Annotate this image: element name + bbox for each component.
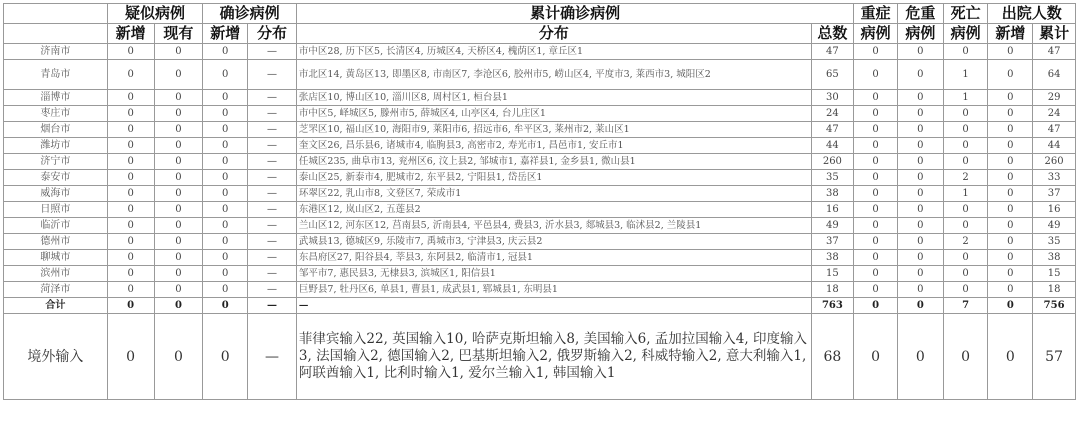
- severe-cases: 0: [854, 314, 898, 400]
- discharged-total: 49: [1033, 218, 1076, 234]
- discharged-new: 0: [988, 44, 1033, 60]
- death-cases: 0: [943, 250, 988, 266]
- corner-cell: [4, 4, 108, 24]
- confirmed-new: 0: [203, 218, 248, 234]
- cumulative-distribution: 市中区5, 峄城区5, 滕州市5, 薛城区4, 山亭区4, 台儿庄区1: [296, 106, 811, 122]
- header-severe: 重症: [854, 4, 898, 24]
- cumulative-total: 37: [811, 234, 854, 250]
- cumulative-distribution: 菲律宾输入22, 英国输入10, 哈萨克斯坦输入8, 美国输入6, 孟加拉国输入4, 印度输入3, 法国输入2, 德国输入2, 巴基斯坦输入2, 俄罗斯输入2, 科威特输入2, 意大利输入1, 阿联酋输入1, 比利时输入1, 爱尔兰输入1, 韩国输入1: [296, 314, 811, 400]
- suspected-current: 0: [154, 138, 203, 154]
- header-death-cases: 病例: [943, 24, 988, 44]
- critical-cases: 0: [897, 282, 943, 298]
- death-cases: 0: [943, 138, 988, 154]
- critical-cases: 0: [897, 170, 943, 186]
- suspected-new: 0: [107, 218, 154, 234]
- confirmed-new: 0: [203, 106, 248, 122]
- death-cases: 7: [943, 298, 988, 314]
- suspected-current: 0: [154, 282, 203, 298]
- discharged-new: 0: [988, 170, 1033, 186]
- confirmed-distribution: —: [248, 60, 297, 90]
- critical-cases: 0: [897, 60, 943, 90]
- city-name: 淄博市: [4, 90, 108, 106]
- discharged-new: 0: [988, 202, 1033, 218]
- covid-statistics-table: [3, 3, 1076, 400]
- discharged-total: 29: [1033, 90, 1076, 106]
- critical-cases: 0: [897, 154, 943, 170]
- suspected-current: 0: [154, 170, 203, 186]
- death-cases: 0: [943, 202, 988, 218]
- critical-cases: 0: [897, 106, 943, 122]
- discharged-total: 64: [1033, 60, 1076, 90]
- critical-cases: 0: [897, 218, 943, 234]
- severe-cases: 0: [854, 106, 898, 122]
- critical-cases: 0: [897, 44, 943, 60]
- suspected-new: 0: [107, 266, 154, 282]
- discharged-new: 0: [988, 282, 1033, 298]
- suspected-current: 0: [154, 44, 203, 60]
- suspected-current: 0: [154, 122, 203, 138]
- cumulative-distribution: 邹平市7, 惠民县3, 无棣县3, 滨城区1, 阳信县1: [296, 266, 811, 282]
- severe-cases: 0: [854, 60, 898, 90]
- discharged-new: 0: [988, 122, 1033, 138]
- discharged-total: 24: [1033, 106, 1076, 122]
- severe-cases: 0: [854, 298, 898, 314]
- table-row: [4, 202, 1076, 218]
- death-cases: 0: [943, 122, 988, 138]
- confirmed-distribution: —: [248, 90, 297, 106]
- severe-cases: 0: [854, 282, 898, 298]
- suspected-new: 0: [107, 234, 154, 250]
- cumulative-distribution: 东昌府区27, 阳谷县4, 莘县3, 东阿县2, 临清市1, 冠县1: [296, 250, 811, 266]
- suspected-current: 0: [154, 250, 203, 266]
- confirmed-distribution: —: [248, 234, 297, 250]
- confirmed-new: 0: [203, 298, 248, 314]
- severe-cases: 0: [854, 186, 898, 202]
- header-confirmed-new: 新增: [203, 24, 248, 44]
- confirmed-distribution: —: [248, 170, 297, 186]
- table-row: [4, 250, 1076, 266]
- suspected-current: 0: [154, 90, 203, 106]
- confirmed-new: 0: [203, 90, 248, 106]
- critical-cases: 0: [897, 138, 943, 154]
- suspected-new: 0: [107, 90, 154, 106]
- confirmed-new: 0: [203, 314, 248, 400]
- table-row: [4, 60, 1076, 90]
- confirmed-new: 0: [203, 186, 248, 202]
- table-row: [4, 44, 1076, 60]
- cumulative-total: 30: [811, 90, 854, 106]
- header-discharged-new: 新增: [988, 24, 1033, 44]
- critical-cases: 0: [897, 234, 943, 250]
- suspected-current: 0: [154, 234, 203, 250]
- header-suspected-new: 新增: [107, 24, 154, 44]
- header-critical: 危重: [897, 4, 943, 24]
- confirmed-new: 0: [203, 138, 248, 154]
- confirmed-distribution: —: [248, 250, 297, 266]
- suspected-new: 0: [107, 314, 154, 400]
- suspected-current: 0: [154, 154, 203, 170]
- cumulative-total: 260: [811, 154, 854, 170]
- confirmed-new: 0: [203, 250, 248, 266]
- discharged-new: 0: [988, 218, 1033, 234]
- critical-cases: 0: [897, 298, 943, 314]
- cumulative-distribution: 巨野县7, 牡丹区6, 单县1, 曹县1, 成武县1, 郓城县1, 东明县1: [296, 282, 811, 298]
- severe-cases: 0: [854, 202, 898, 218]
- confirmed-distribution: —: [248, 282, 297, 298]
- cumulative-distribution: 东港区12, 岚山区2, 五莲县2: [296, 202, 811, 218]
- table-row: [4, 266, 1076, 282]
- severe-cases: 0: [854, 138, 898, 154]
- cumulative-distribution: 武城县13, 德城区9, 乐陵市7, 禹城市3, 宁津县3, 庆云县2: [296, 234, 811, 250]
- cumulative-distribution: 奎文区26, 昌乐县6, 诸城市4, 临朐县3, 高密市2, 寿光市1, 昌邑市1, 安丘市1: [296, 138, 811, 154]
- severe-cases: 0: [854, 218, 898, 234]
- severe-cases: 0: [854, 234, 898, 250]
- confirmed-distribution: —: [248, 298, 297, 314]
- cumulative-total: 68: [811, 314, 854, 400]
- header-discharged: 出院人数: [988, 4, 1076, 24]
- corner-cell-2: [4, 24, 108, 44]
- cumulative-total: 65: [811, 60, 854, 90]
- critical-cases: 0: [897, 90, 943, 106]
- cumulative-total: 49: [811, 218, 854, 234]
- confirmed-distribution: —: [248, 122, 297, 138]
- death-cases: 0: [943, 106, 988, 122]
- cumulative-distribution: 兰山区12, 河东区12, 莒南县5, 沂南县4, 平邑县4, 费县3, 沂水县3, 郯城县3, 临沭县2, 兰陵县1: [296, 218, 811, 234]
- suspected-new: 0: [107, 202, 154, 218]
- suspected-new: 0: [107, 250, 154, 266]
- death-cases: 0: [943, 314, 988, 400]
- confirmed-new: 0: [203, 266, 248, 282]
- confirmed-new: 0: [203, 170, 248, 186]
- discharged-total: 15: [1033, 266, 1076, 282]
- cumulative-total: 38: [811, 186, 854, 202]
- suspected-new: 0: [107, 138, 154, 154]
- confirmed-new: 0: [203, 234, 248, 250]
- discharged-total: 35: [1033, 234, 1076, 250]
- confirmed-distribution: —: [248, 44, 297, 60]
- critical-cases: 0: [897, 266, 943, 282]
- death-cases: 2: [943, 234, 988, 250]
- discharged-total: 260: [1033, 154, 1076, 170]
- suspected-current: 0: [154, 218, 203, 234]
- suspected-current: 0: [154, 60, 203, 90]
- discharged-total: 18: [1033, 282, 1076, 298]
- discharged-new: 0: [988, 90, 1033, 106]
- header-discharged-total: 累计: [1033, 24, 1076, 44]
- suspected-new: 0: [107, 170, 154, 186]
- city-name: 日照市: [4, 202, 108, 218]
- city-name: 滨州市: [4, 266, 108, 282]
- city-name: 合计: [4, 298, 108, 314]
- discharged-total: 57: [1033, 314, 1076, 400]
- cumulative-total: 47: [811, 44, 854, 60]
- critical-cases: 0: [897, 186, 943, 202]
- cumulative-distribution: 任城区235, 曲阜市13, 兖州区6, 汶上县2, 邹城市1, 嘉祥县1, 金乡县1, 微山县1: [296, 154, 811, 170]
- header-confirmed-distribution: 分布: [248, 24, 297, 44]
- header-death: 死亡: [943, 4, 988, 24]
- death-cases: 1: [943, 60, 988, 90]
- table-row: [4, 90, 1076, 106]
- confirmed-new: 0: [203, 60, 248, 90]
- suspected-new: 0: [107, 298, 154, 314]
- total-row: [4, 298, 1076, 314]
- cumulative-total: 38: [811, 250, 854, 266]
- cumulative-total: 24: [811, 106, 854, 122]
- death-cases: 1: [943, 90, 988, 106]
- suspected-current: 0: [154, 186, 203, 202]
- header-severe-cases: 病例: [854, 24, 898, 44]
- table-row: [4, 234, 1076, 250]
- cumulative-distribution: 芝罘区10, 福山区10, 海阳市9, 莱阳市6, 招远市6, 牟平区3, 莱州市2, 莱山区1: [296, 122, 811, 138]
- critical-cases: 0: [897, 122, 943, 138]
- suspected-new: 0: [107, 106, 154, 122]
- header-cumulative-total: 总数: [811, 24, 854, 44]
- severe-cases: 0: [854, 250, 898, 266]
- city-name: 青岛市: [4, 60, 108, 90]
- suspected-current: 0: [154, 266, 203, 282]
- critical-cases: 0: [897, 202, 943, 218]
- discharged-new: 0: [988, 106, 1033, 122]
- confirmed-new: 0: [203, 282, 248, 298]
- header-suspected-current: 现有: [154, 24, 203, 44]
- severe-cases: 0: [854, 154, 898, 170]
- death-cases: 1: [943, 186, 988, 202]
- suspected-current: 0: [154, 202, 203, 218]
- discharged-total: 38: [1033, 250, 1076, 266]
- discharged-new: 0: [988, 250, 1033, 266]
- cumulative-distribution: 市中区28, 历下区5, 长清区4, 历城区4, 天桥区4, 槐荫区1, 章丘区1: [296, 44, 811, 60]
- header-suspected: 疑似病例: [107, 4, 203, 24]
- city-name: 菏泽市: [4, 282, 108, 298]
- city-name: 烟台市: [4, 122, 108, 138]
- cumulative-total: 16: [811, 202, 854, 218]
- city-name: 济南市: [4, 44, 108, 60]
- cumulative-distribution: —: [296, 298, 811, 314]
- discharged-total: 47: [1033, 122, 1076, 138]
- cumulative-distribution: 环翠区22, 乳山市8, 文登区7, 荣成市1: [296, 186, 811, 202]
- city-name: 临沂市: [4, 218, 108, 234]
- suspected-new: 0: [107, 186, 154, 202]
- header-confirmed: 确诊病例: [203, 4, 297, 24]
- death-cases: 0: [943, 218, 988, 234]
- confirmed-distribution: —: [248, 266, 297, 282]
- cumulative-distribution: 泰山区25, 新泰市4, 肥城市2, 东平县2, 宁阳县1, 岱岳区1: [296, 170, 811, 186]
- death-cases: 0: [943, 266, 988, 282]
- table-row: [4, 122, 1076, 138]
- confirmed-distribution: —: [248, 202, 297, 218]
- cumulative-total: 35: [811, 170, 854, 186]
- death-cases: 0: [943, 282, 988, 298]
- discharged-new: 0: [988, 154, 1033, 170]
- discharged-new: 0: [988, 138, 1033, 154]
- death-cases: 0: [943, 44, 988, 60]
- confirmed-new: 0: [203, 154, 248, 170]
- discharged-new: 0: [988, 314, 1033, 400]
- table-row: [4, 138, 1076, 154]
- city-name: 泰安市: [4, 170, 108, 186]
- confirmed-distribution: —: [248, 186, 297, 202]
- city-name: 枣庄市: [4, 106, 108, 122]
- cumulative-total: 44: [811, 138, 854, 154]
- city-name: 境外输入: [4, 314, 108, 400]
- header-row-1: [4, 4, 1076, 24]
- cumulative-total: 47: [811, 122, 854, 138]
- city-name: 济宁市: [4, 154, 108, 170]
- confirmed-new: 0: [203, 44, 248, 60]
- cumulative-total: 763: [811, 298, 854, 314]
- city-name: 潍坊市: [4, 138, 108, 154]
- cumulative-total: 18: [811, 282, 854, 298]
- city-name: 德州市: [4, 234, 108, 250]
- confirmed-new: 0: [203, 122, 248, 138]
- confirmed-distribution: —: [248, 138, 297, 154]
- discharged-total: 33: [1033, 170, 1076, 186]
- severe-cases: 0: [854, 44, 898, 60]
- cumulative-total: 15: [811, 266, 854, 282]
- city-name: 聊城市: [4, 250, 108, 266]
- import-row: [4, 314, 1076, 400]
- critical-cases: 0: [897, 250, 943, 266]
- header-critical-cases: 病例: [897, 24, 943, 44]
- table-row: [4, 218, 1076, 234]
- suspected-current: 0: [154, 314, 203, 400]
- discharged-total: 47: [1033, 44, 1076, 60]
- city-name: 威海市: [4, 186, 108, 202]
- cumulative-distribution: 市北区14, 黄岛区13, 即墨区8, 市南区7, 李沧区6, 胶州市5, 崂山区4, 平度市3, 莱西市3, 城阳区2: [296, 60, 811, 90]
- confirmed-distribution: —: [248, 314, 297, 400]
- suspected-current: 0: [154, 298, 203, 314]
- suspected-current: 0: [154, 106, 203, 122]
- discharged-new: 0: [988, 298, 1033, 314]
- discharged-new: 0: [988, 234, 1033, 250]
- table-row: [4, 282, 1076, 298]
- discharged-new: 0: [988, 60, 1033, 90]
- death-cases: 2: [943, 170, 988, 186]
- discharged-new: 0: [988, 266, 1033, 282]
- header-cumulative: 累计确诊病例: [296, 4, 853, 24]
- confirmed-distribution: —: [248, 218, 297, 234]
- suspected-new: 0: [107, 282, 154, 298]
- header-row-2: [4, 24, 1076, 44]
- critical-cases: 0: [897, 314, 943, 400]
- table-row: [4, 154, 1076, 170]
- confirmed-distribution: —: [248, 106, 297, 122]
- table-row: [4, 186, 1076, 202]
- severe-cases: 0: [854, 266, 898, 282]
- table-row: [4, 106, 1076, 122]
- suspected-new: 0: [107, 122, 154, 138]
- discharged-total: 37: [1033, 186, 1076, 202]
- suspected-new: 0: [107, 44, 154, 60]
- discharged-total: 44: [1033, 138, 1076, 154]
- discharged-total: 16: [1033, 202, 1076, 218]
- severe-cases: 0: [854, 122, 898, 138]
- confirmed-distribution: —: [248, 154, 297, 170]
- discharged-total: 756: [1033, 298, 1076, 314]
- table-row: [4, 170, 1076, 186]
- cumulative-distribution: 张店区10, 博山区10, 淄川区8, 周村区1, 桓台县1: [296, 90, 811, 106]
- confirmed-new: 0: [203, 202, 248, 218]
- suspected-new: 0: [107, 154, 154, 170]
- suspected-new: 0: [107, 60, 154, 90]
- discharged-new: 0: [988, 186, 1033, 202]
- header-cumulative-distribution: 分布: [296, 24, 811, 44]
- death-cases: 0: [943, 154, 988, 170]
- severe-cases: 0: [854, 170, 898, 186]
- severe-cases: 0: [854, 90, 898, 106]
